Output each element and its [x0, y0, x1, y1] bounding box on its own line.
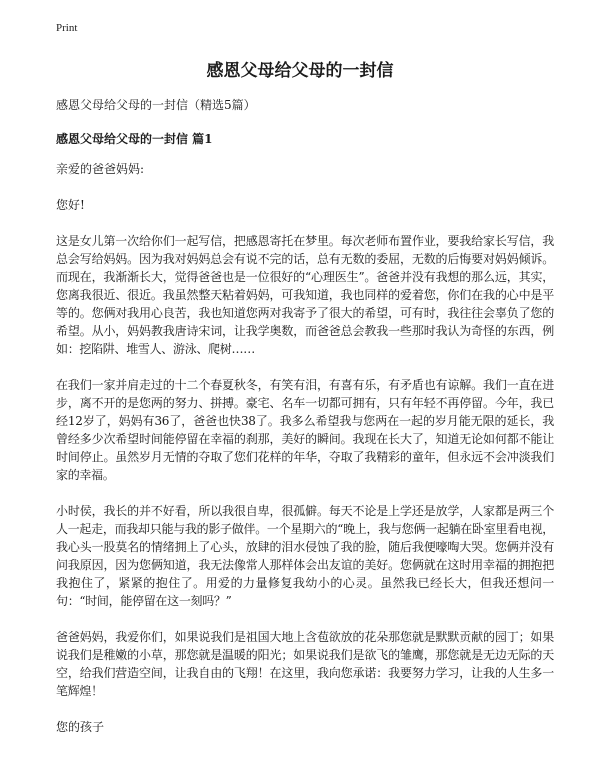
greeting: 您好! — [56, 198, 85, 212]
salutation: 亲爱的爸爸妈妈: — [56, 162, 145, 176]
page-title: 感恩父母给父母的一封信 — [206, 61, 394, 81]
letter-content — [56, 96, 554, 754]
document-subtitle: 感恩父母给父母的一封信（精选5篇） — [56, 98, 256, 112]
print-link[interactable]: Print — [56, 22, 78, 34]
letter-paragraph: 爸爸妈妈，我爱你们，如果说我们是祖国大地上含苞欲放的花朵那您就是默默贡献的园丁；如果说我们是稚嫩的小草，那您就是温暖的阳光；如果说我们是欲飞的雏鹰，那您就是无边无际的天空，给我们营造空间，让我自由的飞翔！在这里，我向您承诺：我要努力学习，让我的人生多一笔辉煌！ — [56, 630, 554, 698]
letter-paragraph: 在我们一家并肩走过的十二个春夏秋冬，有笑有泪，有喜有乐，有矛盾也有谅解。我们一直在进步，离不开的是您两的努力、拼搏。豪宅、名车一切都可拥有，只有年轻不再停留。今年，我已经12岁了，妈妈有36了，爸爸也快38了。我多么希望我与您两在一起的岁月能无限的延长，我曾经多少次希望时间能停留在幸福的刹那，美好的瞬间。我现在长大了，知道无论如何都不能让时间停止。虽然岁月无情的夺取了您们花样的年华，夺取了我精彩的童年，但永远不会冲淡我们家的幸福。 — [56, 378, 554, 482]
signature: 您的孩子 — [56, 720, 105, 734]
letter-paragraph: 小时侯，我长的并不好看，所以我很自卑，很孤僻。每天不论是上学还是放学，人家都是两三个人一起走，而我却只能与我的影子做伴。一个星期六的“晚上，我与您俩一起躺在卧室里看电视，我心头一股莫名的情绪拥上了心头，放肆的泪水侵蚀了我的脸，随后我便嚎啕大哭。您俩并没有问我原因，因为您俩知道，我无法像常人那样体会出友谊的美好。您俩就在这时用幸福的拥抱把我抱住了，紧紧的抱住了。用爱的力量修复我幼小的心灵。虽然我已经长大，但我还想问一句：“时间，能停留在这一刻吗？” — [56, 504, 554, 608]
letter-paragraph: 这是女儿第一次给你们一起写信，把感恩寄托在梦里。每次老师布置作业，要我给家长写信，我总会写给妈妈。因为我对妈妈总会有说不完的话，总有无数的委屈，无数的后悔要对妈妈倾诉。而现在，我渐渐长大，觉得爸爸也是一位很好的“心理医生”。爸爸并没有我想的那么远，其实，您离我很近、很近。我虽然整天粘着妈妈，可我知道，我也同样的爱着您，你们在我的心中是平等的。您俩对我用心良苦，我也知道您两对我寄予了很大的希望，可有时，我往往会辜负了您的希望。从小，妈妈教我唐诗宋词，让我学奥数，而爸爸总会教我一些那时我认为奇怪的东西，例如：挖陷阱、堆雪人、游泳、爬树…… — [56, 234, 554, 356]
section-heading: 感恩父母给父母的一封信 篇1 — [56, 132, 213, 146]
